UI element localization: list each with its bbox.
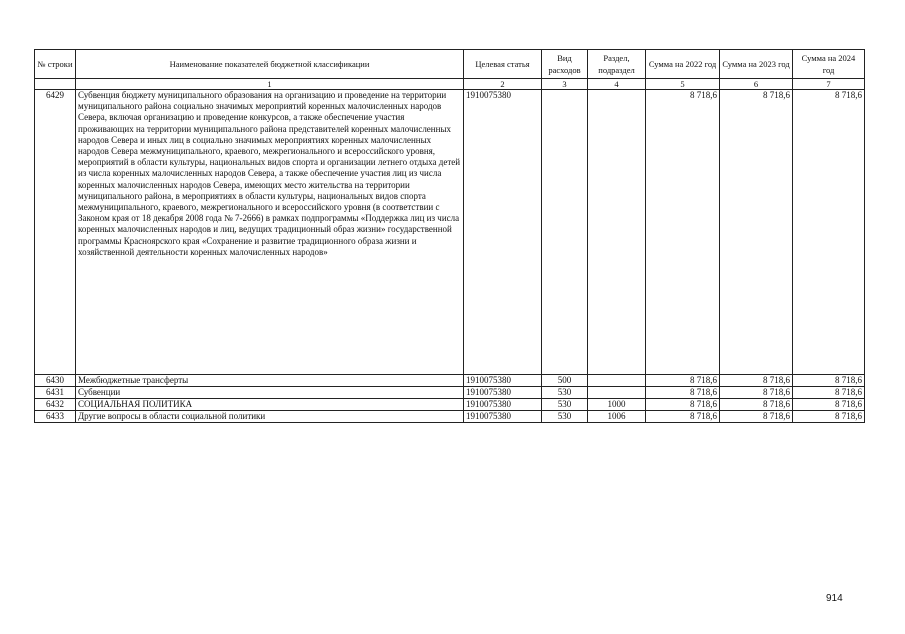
row-sum-2024: 8 718,6 <box>793 411 865 423</box>
column-number: 5 <box>646 79 720 90</box>
row-number: 6433 <box>35 411 76 423</box>
row-expense-type: 500 <box>542 375 588 387</box>
row-target: 1910075380 <box>464 387 542 399</box>
header-expense-type: Вид расходов <box>542 50 588 79</box>
row-sum-2023: 8 718,6 <box>720 387 793 399</box>
column-number-blank <box>35 79 76 90</box>
header-target: Целевая статья <box>464 50 542 79</box>
row-name: Субвенции <box>76 387 464 399</box>
table-row <box>35 411 865 423</box>
column-number: 1 <box>76 79 464 90</box>
column-number: 4 <box>588 79 646 90</box>
row-section: 1006 <box>588 411 646 423</box>
row-expense-type: 530 <box>542 387 588 399</box>
column-number: 6 <box>720 79 793 90</box>
row-sum-2023: 8 718,6 <box>720 399 793 411</box>
header-sum-2022: Сумма на 2022 год <box>646 50 720 79</box>
row-name: СОЦИАЛЬНАЯ ПОЛИТИКА <box>76 399 464 411</box>
row-expense-type: 530 <box>542 399 588 411</box>
header-sum-2024: Сумма на 2024 год <box>793 50 865 79</box>
row-expense-type: 530 <box>542 411 588 423</box>
table-row <box>35 375 865 387</box>
row-section: 1000 <box>588 399 646 411</box>
row-target: 1910075380 <box>464 90 542 375</box>
table-row <box>35 399 865 411</box>
row-expense-type <box>542 90 588 375</box>
row-section <box>588 375 646 387</box>
page-number: 914 <box>826 593 843 604</box>
row-sum-2024: 8 718,6 <box>793 90 865 375</box>
row-name: Другие вопросы в области социальной политики <box>76 411 464 423</box>
row-target: 1910075380 <box>464 375 542 387</box>
row-sum-2022: 8 718,6 <box>646 411 720 423</box>
row-number: 6431 <box>35 387 76 399</box>
row-number: 6432 <box>35 399 76 411</box>
row-sum-2024: 8 718,6 <box>793 399 865 411</box>
table-row <box>35 90 865 375</box>
row-sum-2023: 8 718,6 <box>720 375 793 387</box>
row-sum-2022: 8 718,6 <box>646 90 720 375</box>
column-number: 3 <box>542 79 588 90</box>
row-sum-2022: 8 718,6 <box>646 375 720 387</box>
header-section: Раздел, подраздел <box>588 50 646 79</box>
header-name: Наименование показателей бюджетной классификации <box>76 50 464 79</box>
budget-table <box>34 49 865 423</box>
column-number: 7 <box>793 79 865 90</box>
row-target: 1910075380 <box>464 411 542 423</box>
header-sum-2023: Сумма на 2023 год <box>720 50 793 79</box>
table-row <box>35 387 865 399</box>
row-target: 1910075380 <box>464 399 542 411</box>
row-sum-2024: 8 718,6 <box>793 375 865 387</box>
row-sum-2023: 8 718,6 <box>720 411 793 423</box>
header-row-no: № строки <box>35 50 76 79</box>
row-number: 6429 <box>35 90 76 375</box>
row-sum-2023: 8 718,6 <box>720 90 793 375</box>
row-name: Субвенция бюджету муниципального образования на организацию и проведение на территории муниципального района социально значимых мероприятий коренных малочисленных народов Севера, включая организацию и проведение конкурсов, а также обеспечение участия проживающих на территории муниципального района представителей коренных малочисленных народов Севера и иных лиц в социально значимых мероприятиях коренных малочисленных народов Севера межмуниципального, краевого, межрегионального и всероссийского уровня, мероприятий в области культуры, национальных видов спорта и организации летнего отдыха детей из числа коренных малочисленных народов Севера, а также обеспечение участия лиц из числа коренных малочисленных народов Севера, имеющих место жительства на территории муниципального района, в мероприятиях в области культуры, национальных видов спорта межмуниципального, краевого, межрегионального и всероссийского уровня (в соответствии с Законом края от 18 декабря 2008 года № 7-2666) в рамках подпрограммы «Поддержка лиц из числа коренных малочисленных народов и лиц, ведущих традиционный образ жизни» государственной программы Красноярского края «Сохранение и развитие традиционного образа жизни и хозяйственной деятельности коренных малочисленных народов» <box>76 90 464 375</box>
row-sum-2022: 8 718,6 <box>646 399 720 411</box>
row-number: 6430 <box>35 375 76 387</box>
row-section <box>588 90 646 375</box>
row-sum-2024: 8 718,6 <box>793 387 865 399</box>
row-name: Межбюджетные трансферты <box>76 375 464 387</box>
column-number: 2 <box>464 79 542 90</box>
row-sum-2022: 8 718,6 <box>646 387 720 399</box>
header-row <box>35 50 865 79</box>
column-numbers-row <box>35 79 865 90</box>
row-section <box>588 387 646 399</box>
